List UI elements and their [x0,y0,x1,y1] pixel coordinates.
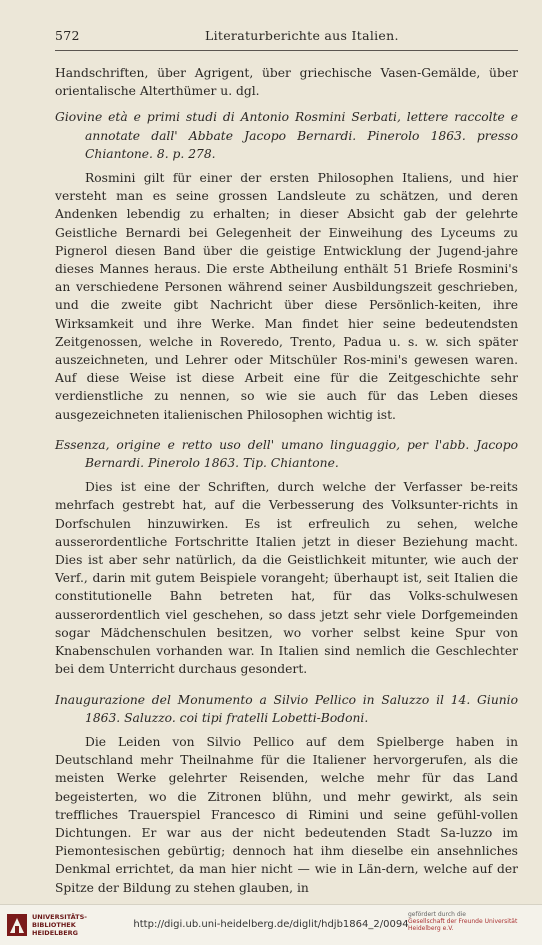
header-rule [55,50,518,51]
funder-name: Gesellschaft der Freunde Universität Heidelberg e.V. [408,918,518,932]
viewer-footer [0,904,542,945]
page-header [55,28,514,48]
page-number: 572 [55,28,80,43]
library-logo-text: UNIVERSITÄTS- BIBLIOTHEK HEIDELBERG [32,913,87,937]
paragraph: Dies ist eine der Schriften, durch welche der Verfasser be-reits mehrfach gestrebt hat, auf die Verbesserung des Volksunter-richts in Dorfschulen hinzuwirken. Es ist erfreulich zu sehen, welche ausserordentliche Fortschritte Italien jetzt in dieser Beziehung macht. Dies ist aber sehr natürlich, da die Geistlichkeit mitunter, wie auch der Verf., darin mit gutem Beispiele vorangeht; überhaupt ist, seit Italien die constitutionelle Bahn betreten hat, für das Volks-schulwesen ausserordentlich viel geschehen, so dass jetzt sehr viele Dorfgemeinden sogar Mädchenschulen besitzen, wo vorher selbst keine Spur von Knabenschulen vorhanden war. In Italien sind nemlich die Geschlechter bei dem Unterricht durchaus gesondert. [55,480,518,677]
paragraph-continuation: Handschriften, über Agrigent, über griechische Vasen-Gemälde, über orientalische Alterthümer u. dgl. [55,66,518,99]
funded-by-label: gefördert durch die [408,911,466,918]
paragraph: Die Leiden von Silvio Pellico auf dem Spielberge haben in Deutschland mehr Theilnahme für die Italiener hervorgerufen, als die meisten Werke gelehrter Reisenden, welche mehr für das Land begeisterten, wo die Zitronen blühn, und mehr gewirkt, als sein treffliches Trauerspiel Francesco di Rimini und seine gefühl-vollen Dichtungen. Er war aus der nicht bedeutenden Stadt Sa-luzzo im Piemontesischen gebürtig; dennoch hat ihm dieselbe ein ansehnliches Denkmal errichtet, da man hier nicht — wie in Län-dern, welche auf der Spitze der Bildung zu stehen glauben, in [55,734,518,895]
permalink-url[interactable]: http://digi.ub.uni-heidelberg.de/diglit/hdjb1864_2/0094 [133,919,409,930]
bibliographic-reference: Giovine età e primi studi di Antonio Rosmini Serbati, lettere raccolte e annotate dall' Abbate Jacopo Bernardi. Pinerolo 1863. presso Chiantone. 8. p. 278. [55,110,518,161]
funder-info[interactable] [408,911,534,932]
page-body [55,64,518,897]
paragraph: Rosmini gilt für einer der ersten Philosophen Italiens, und hier versteht man es seine grossen Landsleute zu schätzen, und deren Andenken lebendig zu erhalten; in dieser Absicht gab der gelehrte Geistliche Bernardi bei Gelegenheit der Einweihung des Lyceums zu Pignerol diesen Band über die geistige Entwicklung der Jugend-jahre dieses Mannes heraus. Die erste Abtheilung enthält 51 Briefe Rosmini's an verschiedene Personen während seiner Ausbildungszeit geschrieben, und die zweite gibt Nachricht über diese Persönlich-keiten, ihre Wirksamkeit und ihre Werke. Man findet hier seine bedeutendsten Zeitgenossen, welche in Roveredo, Trento, Padua u. s. w. sich später auszeichneten, und Lehrer oder Mitschüler Ros-mini's gewesen waren. Auf diese Weise ist diese Arbeit eine für die Zeitgeschichte sehr verdienstliche zu nennen, so wie sie auch für das Leben dieses ausgezeichneten italienischen Philosophen wichtig ist. [55,171,518,422]
bibliographic-reference: Essenza, origine e retto uso dell' umano linguaggio, per l'abb. Jacopo Bernardi. Pinerolo 1863. Tip. Chiantone. [55,437,518,471]
running-title: Literaturberichte aus Italien. [205,28,399,43]
bibliographic-reference: Inaugurazione del Monumento a Silvio Pellico in Saluzzo il 14. Giunio 1863. Saluzzo. coi tipi fratelli Lobetti-Bodoni. [55,692,518,725]
